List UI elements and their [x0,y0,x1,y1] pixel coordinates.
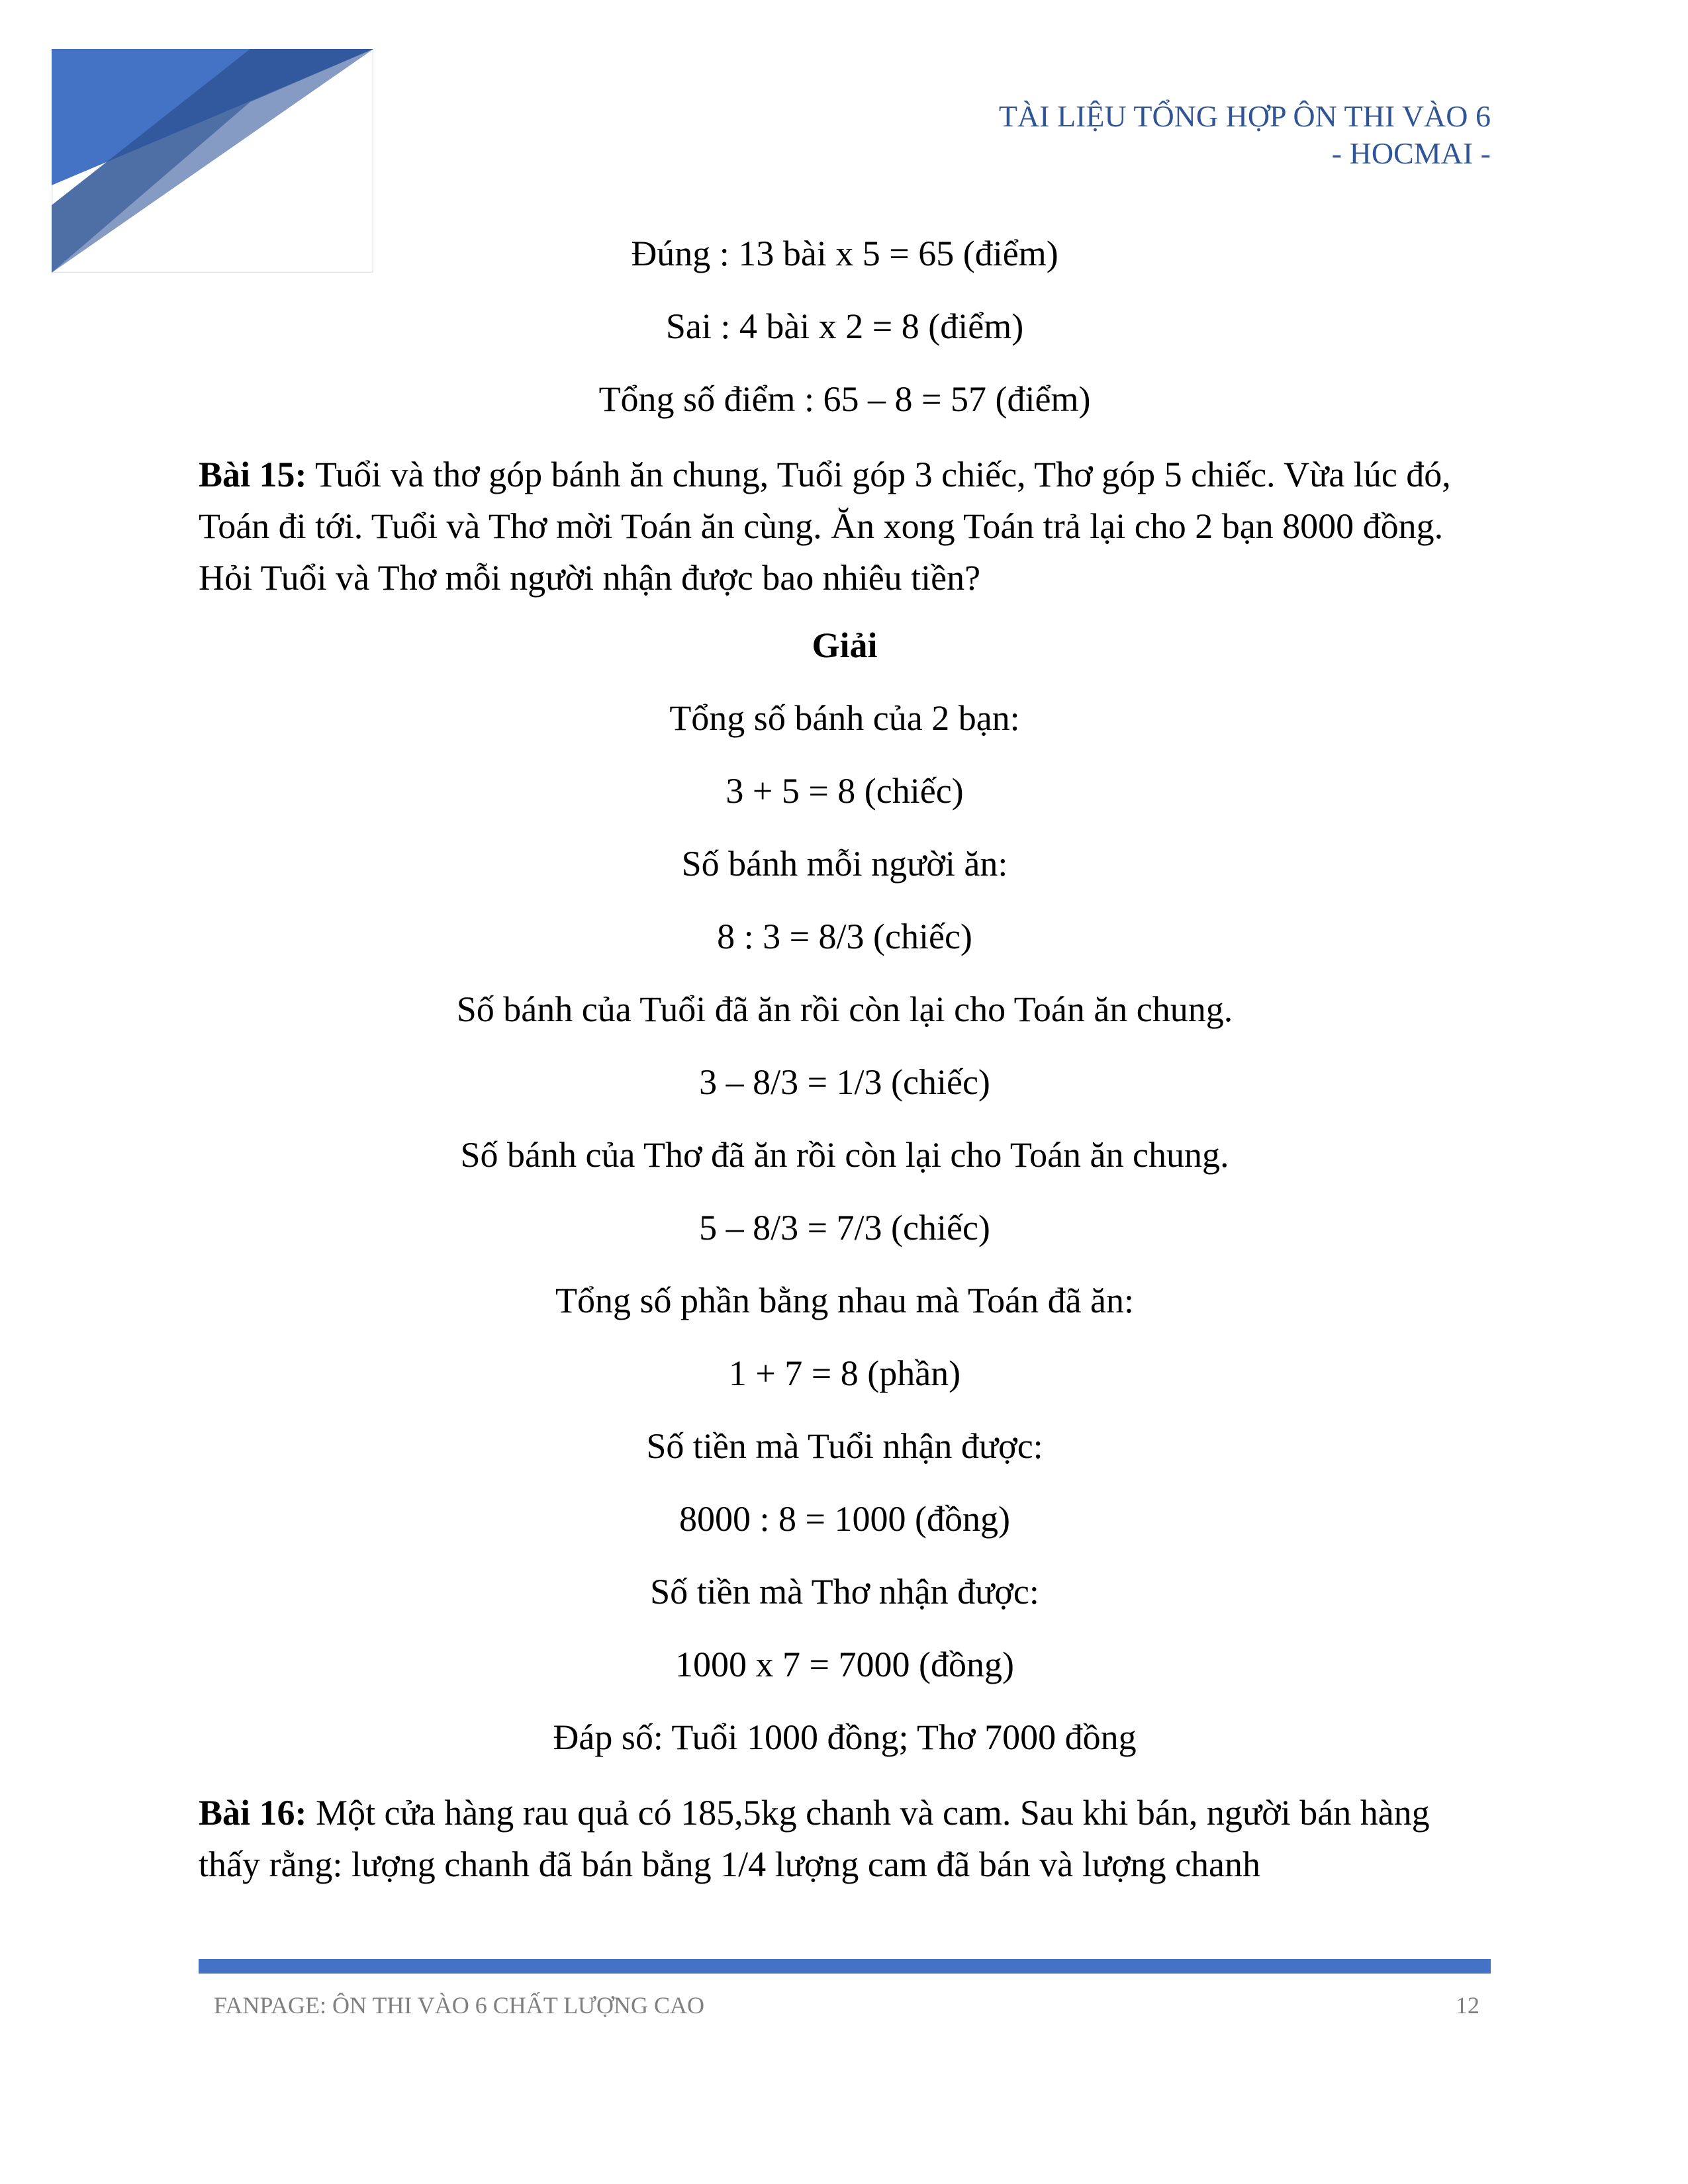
problem-16-label: Bài 16: [199,1793,307,1833]
footer-divider-bar [199,1959,1491,1974]
problem-16 [199,1787,1491,1890]
solution-line: 1000 x 7 = 7000 (đồng) [675,1645,1014,1684]
solution-line: 8000 : 8 = 1000 (đồng) [679,1499,1010,1539]
solution-title: Giải [812,625,878,665]
solution-line: Số bánh của Thơ đã ăn rồi còn lại cho Toán ăn chung. [460,1135,1229,1175]
solution-line: Số tiền mà Tuổi nhận được: [646,1426,1043,1466]
problem-15 [199,449,1491,604]
problem-15-text: Tuổi và thơ góp bánh ăn chung, Tuổi góp 3 chiếc, Thơ góp 5 chiếc. Vừa lúc đó, Toán đi tới. Tuổi và Thơ mời Toán ăn cùng. Ăn xong Toán trả lại cho 2 bạn 8000 đồng. Hỏi Tuổi và Thơ mỗi người nhận được bao nhiêu tiền? [199,455,1451,598]
footer-fanpage-text: FANPAGE: ÔN THI VÀO 6 CHẤT LƯỢNG CAO [214,1992,704,2019]
solution-line: 5 – 8/3 = 7/3 (chiếc) [699,1208,990,1248]
problem-16-text: Một cửa hàng rau quả có 185,5kg chanh và cam. Sau khi bán, người bán hàng thấy rằng: lượng chanh đã bán bằng 1/4 lượng cam đã bán và lượng chanh [199,1793,1430,1884]
document-header [999,98,1491,172]
solution-line: 3 – 8/3 = 1/3 (chiếc) [699,1062,990,1102]
solution-line: Tổng số bánh của 2 bạn: [669,698,1020,738]
page-number: 12 [1456,1992,1479,2019]
page-body [199,217,1491,1895]
solution-line: Số bánh mỗi người ăn: [681,844,1008,884]
solution-line: Số tiền mà Thơ nhận được: [650,1572,1039,1612]
solution-line: 3 + 5 = 8 (chiếc) [726,771,964,811]
intro-line: Sai : 4 bài x 2 = 8 (điểm) [665,306,1024,346]
intro-line: Tổng số điểm : 65 – 8 = 57 (điểm) [598,379,1091,419]
solution-line: Tổng số phần bằng nhau mà Toán đã ăn: [555,1281,1135,1320]
header-title: TÀI LIỆU TỔNG HỢP ÔN THI VÀO 6 [998,99,1491,133]
solution-line: 1 + 7 = 8 (phần) [728,1353,961,1393]
solution-line: Số bánh của Tuổi đã ăn rồi còn lại cho Toán ăn chung. [456,989,1233,1029]
solution-answer: Đáp số: Tuổi 1000 đồng; Thơ 7000 đồng [553,1717,1137,1757]
problem-15-label: Bài 15: [199,455,307,494]
intro-line: Đúng : 13 bài x 5 = 65 (điểm) [631,234,1058,273]
solution-line: 8 : 3 = 8/3 (chiếc) [717,917,972,956]
header-subtitle: - HOCMAI - [1331,136,1491,170]
